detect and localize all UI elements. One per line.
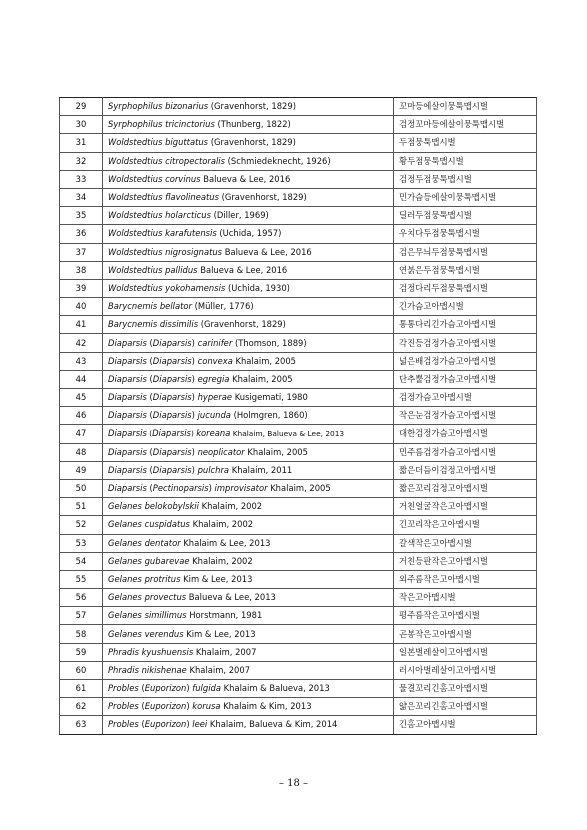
scientific-name-italic: Diaparsis (152, 373, 192, 384)
korean-name-cell: 일본벌레살이고아맵시벌 (394, 643, 537, 661)
korean-name-cell: 거친등판작은고아맵시벌 (394, 552, 537, 570)
korean-name-cell: 물결꼬리긴홈고아맵시벌 (394, 680, 537, 698)
row-number-cell: 43 (60, 352, 103, 370)
korean-name-cell: 얇은꼬리긴홈고아맵시벌 (394, 698, 537, 716)
korean-name-cell: 우치다두점뭉툭맵시벌 (394, 225, 537, 243)
author-text: (Schmiedeknecht, 1926) (224, 155, 331, 166)
author-text: Khalaim, Balueva & Kim, 2014 (207, 719, 338, 730)
scientific-name-cell (103, 643, 394, 661)
korean-name-cell: 긴가슴고아맵시벌 (394, 298, 537, 316)
table-row (60, 152, 537, 170)
scientific-name-italic: Diaparsis (108, 446, 147, 457)
author-text: Khalaim, Balueva & Lee, 2013 (230, 429, 345, 439)
author-text: (Gravenhorst, 1829) (198, 319, 286, 330)
author-text: ) (186, 683, 193, 694)
korean-name-cell: 곤봉작은고아맵시벌 (394, 625, 537, 643)
table-row (60, 279, 537, 297)
author-text: Khalaim, 2002 (189, 555, 253, 566)
scientific-name-italic: Barycnemis bellator (108, 301, 192, 312)
author-text: Khalaim, 2007 (193, 646, 257, 657)
row-number-cell: 37 (60, 243, 103, 261)
scientific-name-italic: Gelanes cuspidatus (108, 519, 190, 530)
scientific-name-italic: jucunda (197, 410, 231, 421)
table-row (60, 134, 537, 152)
author-text: Khalaim & Balueva, 2013 (220, 683, 330, 694)
scientific-name-cell (103, 534, 394, 552)
korean-name-cell: 작은눈검정가슴고아맵시벌 (394, 407, 537, 425)
scientific-name-italic: Woldstedtius yokohamensis (108, 282, 226, 293)
author-text: ) (191, 446, 198, 457)
scientific-name-cell (103, 188, 394, 206)
scientific-name-cell (103, 407, 394, 425)
scientific-name-italic: Diaparsis (108, 410, 147, 421)
table-row (60, 98, 537, 116)
scientific-name-cell (103, 570, 394, 588)
author-text: ) (191, 373, 198, 384)
row-number-cell: 32 (60, 152, 103, 170)
author-text: ) (191, 337, 198, 348)
table-row (60, 188, 537, 206)
table-row (60, 680, 537, 698)
species-table (59, 97, 537, 735)
scientific-name-cell (103, 589, 394, 607)
korean-name-cell: 검은무늬두점뭉툭맵시벌 (394, 243, 537, 261)
author-text: Khalaim, 2005 (244, 446, 308, 457)
row-number-cell: 52 (60, 516, 103, 534)
row-number-cell: 54 (60, 552, 103, 570)
author-text: ) (208, 483, 215, 494)
row-number-cell: 30 (60, 116, 103, 134)
row-number-cell: 31 (60, 134, 103, 152)
row-number-cell: 61 (60, 680, 103, 698)
table-row (60, 607, 537, 625)
scientific-name-italic: neoplicator (197, 446, 245, 457)
author-text: ) (191, 392, 198, 403)
scientific-name-italic: Woldstedtius biguttatus (108, 137, 209, 148)
scientific-name-cell (103, 461, 394, 479)
scientific-name-cell (103, 225, 394, 243)
scientific-name-italic: Woldstedtius corvinus (108, 173, 201, 184)
scientific-name-cell (103, 389, 394, 407)
scientific-name-italic: Probles (108, 701, 139, 712)
scientific-name-italic: Gelanes belokobylskii (108, 501, 199, 512)
author-text: ) (190, 429, 197, 439)
korean-name-cell: 연붉은두점뭉툭맵시벌 (394, 261, 537, 279)
table-row (60, 225, 537, 243)
row-number-cell: 56 (60, 589, 103, 607)
scientific-name-italic: Gelanes simillimus (108, 610, 187, 621)
author-text: Khalaim, 2005 (229, 373, 293, 384)
author-text: Khalaim & Lee, 2013 (180, 537, 271, 548)
page-number: – 18 – (278, 778, 309, 789)
table-row (60, 207, 537, 225)
author-text: ) (186, 701, 193, 712)
korean-name-cell: 작은고아맵시벌 (394, 589, 537, 607)
author-text: ( (146, 373, 153, 384)
korean-name-cell: 딜러두점뭉툭맵시벌 (394, 207, 537, 225)
scientific-name-cell (103, 243, 394, 261)
korean-name-cell: 검정두점뭉툭맵시벌 (394, 170, 537, 188)
scientific-name-cell (103, 134, 394, 152)
korean-name-cell: 단추뿔검정가슴고아맵시벌 (394, 370, 537, 388)
scientific-name-cell (103, 680, 394, 698)
scientific-name-italic: Woldstedtius karafutensis (108, 228, 217, 239)
scientific-name-italic: Woldstedtius holarcticus (108, 210, 211, 221)
table-row (60, 334, 537, 352)
author-text: (Uchida, 1957) (216, 228, 282, 239)
scientific-name-italic: Diaparsis (152, 464, 192, 475)
author-text: ( (146, 446, 153, 457)
scientific-name-italic: hyperae (197, 392, 233, 403)
author-text: ( (138, 719, 145, 730)
author-text: Balueva & Lee, 2013 (186, 592, 276, 603)
scientific-name-cell (103, 625, 394, 643)
author-text: ) (191, 355, 198, 366)
author-text: (Gravenhorst, 1829) (218, 192, 307, 203)
table-row (60, 261, 537, 279)
korean-name-cell: 검정가슴고아맵시벌 (394, 389, 537, 407)
author-text: Khalaim, 2007 (186, 664, 251, 675)
korean-name-cell: 민가슴등에살이뭉툭맵시벌 (394, 188, 537, 206)
row-number-cell: 58 (60, 625, 103, 643)
author-text: (Holmgren, 1860) (230, 410, 308, 421)
table-row (60, 352, 537, 370)
table-row (60, 316, 537, 334)
scientific-name-cell (103, 152, 394, 170)
scientific-name-italic: Woldstedtius citropectoralis (108, 155, 225, 166)
author-text: Kim & Lee, 2013 (180, 573, 253, 584)
author-text: (Thomson, 1889) (232, 337, 307, 348)
row-number-cell: 55 (60, 570, 103, 588)
scientific-name-cell (103, 516, 394, 534)
row-number-cell: 62 (60, 698, 103, 716)
row-number-cell: 49 (60, 461, 103, 479)
scientific-name-cell (103, 279, 394, 297)
korean-name-cell: 갈색작은고아맵시벌 (394, 534, 537, 552)
scientific-name-italic: egregia (197, 373, 230, 384)
scientific-name-cell (103, 607, 394, 625)
author-text: Balueva & Lee, 2016 (222, 246, 312, 257)
author-text: Khalaim, 2002 (198, 501, 263, 512)
scientific-name-cell (103, 261, 394, 279)
author-text: ( (146, 355, 153, 366)
table-row (60, 389, 537, 407)
row-number-cell: 51 (60, 498, 103, 516)
row-number-cell: 53 (60, 534, 103, 552)
scientific-name-italic: Syrphophilus bizonarius (108, 101, 209, 112)
scientific-name-italic: Gelanes gubarevae (108, 555, 190, 566)
author-text: (Müller, 1776) (191, 301, 254, 312)
scientific-name-italic: Diaparsis (108, 355, 147, 366)
author-text: ( (146, 464, 153, 475)
scientific-name-italic: Syrphophilus tricinctorius (108, 119, 215, 130)
korean-name-cell: 긴홈고아맵시벌 (394, 716, 537, 734)
author-text: Khalaim, 2002 (189, 519, 254, 530)
scientific-name-italic: improvisator (214, 483, 268, 494)
table-row (60, 534, 537, 552)
row-number-cell: 39 (60, 279, 103, 297)
korean-name-cell: 짧은꼬리검정고아맵시벌 (394, 479, 537, 497)
scientific-name-cell (103, 716, 394, 734)
author-text: Balueva & Lee, 2016 (197, 264, 288, 275)
row-number-cell: 36 (60, 225, 103, 243)
scientific-name-italic: fulgida (192, 683, 221, 694)
scientific-name-italic: Diaparsis (152, 446, 192, 457)
korean-name-cell: 황두점뭉툭맵시벌 (394, 152, 537, 170)
table-row (60, 298, 537, 316)
scientific-name-italic: Euporizon (144, 719, 187, 730)
table-row (60, 661, 537, 679)
row-number-cell: 57 (60, 607, 103, 625)
scientific-name-italic: Diaparsis (108, 373, 147, 384)
author-text: ) (186, 719, 193, 730)
scientific-name-cell (103, 443, 394, 461)
scientific-name-italic: Gelanes protritus (108, 573, 181, 584)
author-text: ( (146, 410, 153, 421)
row-number-cell: 63 (60, 716, 103, 734)
author-text: (Gravenhorst, 1829) (208, 101, 296, 112)
author-text: (Uchida, 1930) (225, 282, 290, 293)
table-row (60, 589, 537, 607)
row-number-cell: 33 (60, 170, 103, 188)
scientific-name-italic: Diaparsis (152, 392, 192, 403)
table-row (60, 698, 537, 716)
row-number-cell: 42 (60, 334, 103, 352)
korean-name-cell: 통통다리긴가슴고아맵시벌 (394, 316, 537, 334)
korean-name-cell: 외주름작은고아맵시벌 (394, 570, 537, 588)
korean-name-cell: 민주름검정가슴고아맵시벌 (394, 443, 537, 461)
author-text: (Diller, 1969) (210, 210, 269, 221)
scientific-name-cell (103, 334, 394, 352)
table-row (60, 570, 537, 588)
author-text: ( (146, 392, 153, 403)
row-number-cell: 46 (60, 407, 103, 425)
scientific-name-cell (103, 370, 394, 388)
scientific-name-italic: Diaparsis (152, 337, 192, 348)
author-text: Khalaim & Kim, 2013 (220, 701, 312, 712)
table-row (60, 461, 537, 479)
row-number-cell: 48 (60, 443, 103, 461)
scientific-name-cell (103, 425, 394, 443)
row-number-cell: 59 (60, 643, 103, 661)
scientific-name-italic: Euporizon (144, 683, 187, 694)
scientific-name-italic: Diaparsis (152, 355, 192, 366)
scientific-name-italic: Pectinoparsis (152, 483, 209, 494)
author-text: ) (191, 464, 198, 475)
author-text: ( (146, 337, 153, 348)
author-text: ( (146, 429, 153, 439)
scientific-name-italic: Probles (108, 719, 139, 730)
scientific-name-italic: Barycnemis dissimilis (108, 319, 199, 330)
scientific-name-italic: Phradis nikishenae (108, 664, 187, 675)
scientific-name-italic: Diaparsis (152, 428, 191, 439)
scientific-name-italic: Diaparsis (108, 337, 147, 348)
row-number-cell: 38 (60, 261, 103, 279)
table-row (60, 425, 537, 443)
scientific-name-italic: Gelanes verendus (108, 628, 184, 639)
table-row (60, 370, 537, 388)
scientific-name-cell (103, 116, 394, 134)
row-number-cell: 45 (60, 389, 103, 407)
korean-name-cell: 검정다리두점뭉툭맵시벌 (394, 279, 537, 297)
scientific-name-italic: korusa (192, 701, 221, 712)
scientific-name-cell (103, 698, 394, 716)
korean-name-cell: 검정꼬마등에살이뭉툭맵시벌 (394, 116, 537, 134)
scientific-name-cell (103, 479, 394, 497)
scientific-name-cell (103, 98, 394, 116)
korean-name-cell: 긴꼬리작은고아맵시벌 (394, 516, 537, 534)
scientific-name-italic: carinifer (197, 337, 233, 348)
author-text: ( (138, 683, 145, 694)
scientific-name-italic: Diaparsis (108, 428, 147, 439)
table-row (60, 498, 537, 516)
scientific-name-cell (103, 352, 394, 370)
scientific-name-italic: Woldstedtius flavolineatus (108, 192, 219, 203)
scientific-name-italic: pulchra (197, 464, 230, 475)
table-row (60, 407, 537, 425)
scientific-name-cell (103, 316, 394, 334)
row-number-cell: 47 (60, 425, 103, 443)
scientific-name-italic: Diaparsis (108, 464, 147, 475)
table-row (60, 552, 537, 570)
author-text: Kusigemati, 1980 (232, 392, 308, 403)
author-text: (Thunberg, 1822) (214, 119, 291, 130)
korean-name-cell: 대한검정가슴고아맵시벌 (394, 425, 537, 443)
korean-name-cell: 넓은배검정가슴고아맵시벌 (394, 352, 537, 370)
scientific-name-italic: koreana (196, 428, 231, 439)
scientific-name-italic: Gelanes provectus (108, 592, 187, 603)
row-number-cell: 50 (60, 479, 103, 497)
scientific-name-italic: Diaparsis (108, 483, 147, 494)
korean-name-cell: 꼬마등에살이뭉툭맵시벌 (394, 98, 537, 116)
row-number-cell: 40 (60, 298, 103, 316)
korean-name-cell: 두점뭉툭맵시벌 (394, 134, 537, 152)
table-row (60, 643, 537, 661)
table-row (60, 116, 537, 134)
korean-name-cell: 평주름작은고아맵시벌 (394, 607, 537, 625)
scientific-name-italic: convexa (197, 355, 233, 366)
row-number-cell: 35 (60, 207, 103, 225)
row-number-cell: 34 (60, 188, 103, 206)
scientific-name-italic: Phradis kyushuensis (108, 646, 194, 657)
scientific-name-italic: Woldstedtius nigrosignatus (108, 246, 223, 257)
scientific-name-cell (103, 661, 394, 679)
table-row (60, 479, 537, 497)
table-row (60, 443, 537, 461)
author-text: ( (138, 701, 145, 712)
scientific-name-cell (103, 170, 394, 188)
scientific-name-italic: leei (192, 719, 208, 730)
scientific-name-italic: Euporizon (144, 701, 187, 712)
row-number-cell: 41 (60, 316, 103, 334)
row-number-cell: 29 (60, 98, 103, 116)
author-text: Kim & Lee, 2013 (183, 628, 256, 639)
korean-name-cell: 러시아벌레살이고아맵시벌 (394, 661, 537, 679)
author-text: Khalaim, 2005 (232, 355, 297, 366)
korean-name-cell: 거친얼굴작은고아맵시벌 (394, 498, 537, 516)
korean-name-cell: 짧은더듬이검정고아맵시벌 (394, 461, 537, 479)
scientific-name-cell (103, 298, 394, 316)
author-text: Horstmann, 1981 (186, 610, 263, 621)
author-text: Khalaim, 2011 (229, 464, 293, 475)
author-text: (Gravenhorst, 1829) (208, 137, 296, 148)
author-text: Balueva & Lee, 2016 (200, 173, 291, 184)
row-number-cell: 60 (60, 661, 103, 679)
table-row (60, 516, 537, 534)
table-row (60, 625, 537, 643)
table-row (60, 243, 537, 261)
author-text: ( (146, 483, 153, 494)
row-number-cell: 44 (60, 370, 103, 388)
scientific-name-cell (103, 552, 394, 570)
author-text: ) (191, 410, 198, 421)
author-text: Khalaim, 2005 (267, 483, 331, 494)
scientific-name-cell (103, 207, 394, 225)
scientific-name-italic: Probles (108, 683, 139, 694)
table-row (60, 170, 537, 188)
scientific-name-italic: Diaparsis (152, 410, 192, 421)
korean-name-cell: 각진등검정가슴고아맵시벌 (394, 334, 537, 352)
scientific-name-italic: Diaparsis (108, 392, 147, 403)
scientific-name-cell (103, 498, 394, 516)
scientific-name-italic: Woldstedtius pallidus (108, 264, 198, 275)
scientific-name-italic: Gelanes dentator (108, 537, 181, 548)
table-row (60, 716, 537, 734)
species-table-body (60, 98, 537, 735)
